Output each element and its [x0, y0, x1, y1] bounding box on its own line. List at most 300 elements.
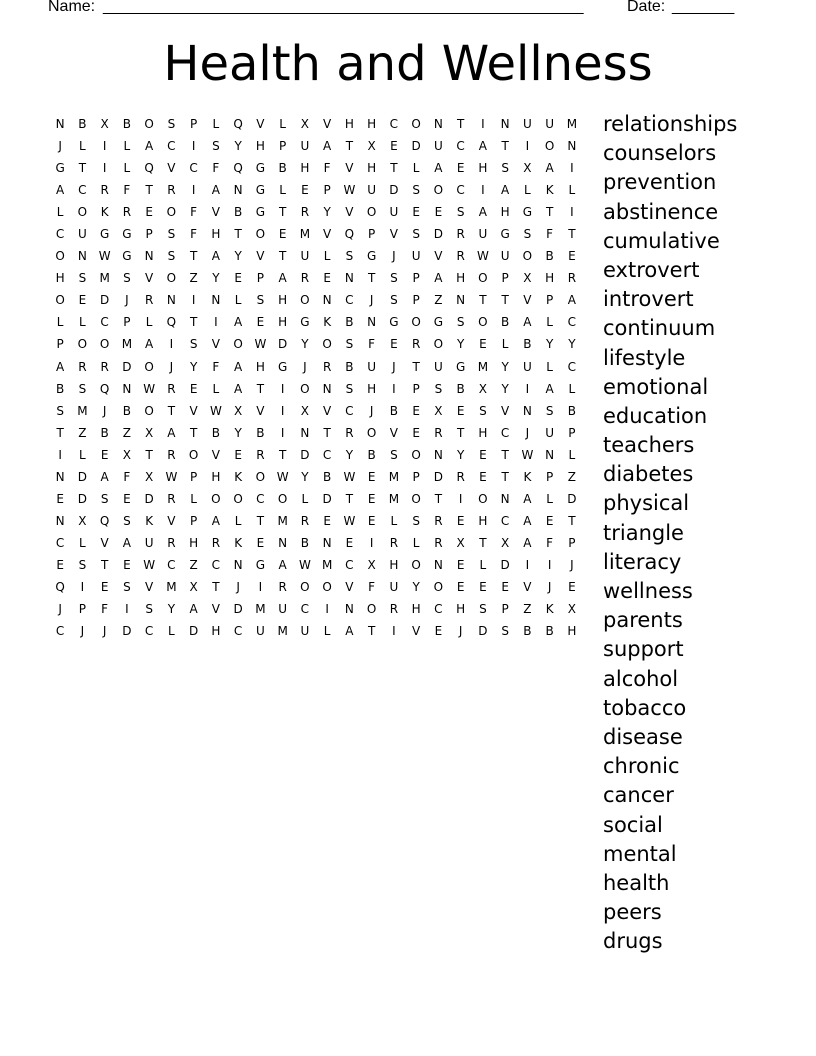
grid-cell: V	[323, 117, 332, 132]
grid-cell: P	[412, 293, 420, 308]
grid-cell: F	[190, 205, 198, 220]
grid-cell: I	[80, 580, 85, 594]
grid-cell: K	[234, 469, 243, 484]
grid-cell: O	[166, 205, 177, 220]
grid-cell: B	[345, 359, 354, 374]
word-list-item: literacy	[603, 549, 682, 574]
word-list-item: tobacco	[603, 695, 687, 720]
name-field[interactable]: ______________________________________________________	[103, 0, 584, 15]
grid-cell: H	[389, 557, 399, 572]
grid-cell: R	[122, 205, 132, 220]
grid-cell: D	[233, 602, 243, 617]
grid-cell: B	[545, 249, 554, 264]
grid-cell: B	[523, 624, 532, 639]
grid-cell: E	[367, 491, 376, 506]
grid-cell: Y	[167, 602, 176, 617]
grid-cell: E	[56, 557, 64, 572]
grid-cell: I	[125, 602, 129, 617]
grid-cell: O	[55, 293, 65, 308]
grid-cell: E	[456, 403, 465, 418]
grid-cell: G	[255, 161, 266, 176]
grid-cell: H	[211, 624, 221, 639]
grid-cell: P	[256, 271, 264, 286]
grid-cell: C	[144, 624, 154, 639]
grid-cell: X	[189, 580, 198, 594]
grid-cell: V	[256, 117, 265, 132]
grid-cell: U	[278, 602, 288, 617]
grid-cell: I	[58, 447, 62, 462]
grid-cell: A	[56, 183, 65, 198]
grid-cell: L	[279, 117, 286, 132]
grid-cell: Y	[212, 271, 220, 286]
grid-cell: J	[547, 580, 552, 594]
grid-cell: H	[500, 205, 510, 220]
grid-cell: M	[566, 117, 578, 132]
grid-cell: M	[166, 580, 177, 594]
grid-cell: C	[100, 315, 109, 330]
grid-cell: T	[501, 293, 509, 308]
grid-cell: L	[123, 139, 131, 154]
grid-cell: W	[343, 183, 356, 198]
word-list-item: drugs	[603, 929, 663, 954]
grid-cell: E	[479, 580, 487, 594]
grid-cell: E	[501, 580, 509, 594]
grid-cell: D	[411, 139, 421, 154]
grid-cell: E	[123, 491, 131, 506]
grid-cell: S	[523, 227, 532, 242]
word-list-item: health	[603, 870, 670, 895]
grid-cell: X	[145, 469, 154, 484]
grid-cell: J	[236, 580, 240, 594]
grid-cell: C	[456, 183, 465, 198]
grid-cell: Z	[523, 602, 532, 617]
grid-row	[49, 311, 583, 333]
grid-cell: E	[100, 580, 109, 594]
grid-cell: K	[523, 469, 532, 484]
word-list-item: cumulative	[603, 228, 720, 253]
grid-cell: A	[211, 513, 220, 528]
grid-cell: H	[478, 161, 488, 176]
grid-cell: E	[390, 139, 398, 154]
grid-cell: T	[367, 271, 376, 286]
word-list-item: introvert	[603, 287, 694, 312]
grid-cell: U	[545, 425, 555, 440]
word-list-item: physical	[603, 491, 690, 516]
grid-cell: C	[500, 513, 510, 528]
grid-cell: L	[546, 359, 553, 374]
grid-cell: W	[254, 337, 267, 352]
grid-cell: L	[479, 557, 487, 572]
grid-cell: O	[411, 491, 421, 506]
grid-cell: V	[501, 403, 510, 418]
grid-cell: O	[433, 580, 444, 594]
grid-cell: S	[123, 580, 131, 594]
grid-cell: I	[191, 183, 196, 198]
word-list-item: counselors	[603, 141, 717, 166]
grid-row	[49, 201, 583, 223]
grid-cell: Z	[78, 425, 87, 440]
grid-cell: E	[278, 227, 287, 242]
grid-cell: S	[56, 403, 64, 418]
grid-row	[49, 245, 583, 267]
word-list-item: lifestyle	[603, 345, 686, 370]
grid-cell: M	[255, 602, 266, 617]
grid-row	[49, 488, 583, 510]
grid-cell: O	[522, 249, 533, 264]
grid-cell: O	[99, 337, 110, 352]
grid-cell: E	[456, 557, 465, 572]
grid-cell: L	[279, 183, 286, 198]
grid-cell: N	[211, 293, 221, 308]
grid-cell: H	[189, 535, 199, 550]
grid-cell: I	[280, 425, 285, 440]
grid-cell: U	[433, 139, 443, 154]
grid-cell: S	[212, 139, 220, 154]
grid-cell: B	[300, 535, 309, 550]
grid-cell: A	[478, 205, 487, 220]
grid-cell: B	[389, 403, 398, 418]
grid-cell: E	[345, 535, 354, 550]
grid-cell: P	[568, 535, 576, 550]
grid-cell: I	[102, 139, 107, 154]
grid-cell: O	[144, 359, 154, 374]
grid-row	[49, 576, 583, 598]
grid-cell: U	[522, 117, 532, 132]
word-list-item: teachers	[603, 433, 695, 458]
grid-cell: I	[570, 205, 574, 220]
grid-cell: S	[412, 513, 420, 528]
grid-cell: I	[481, 183, 485, 198]
grid-row	[49, 598, 583, 620]
word-list-item: cancer	[603, 783, 674, 808]
grid-cell: S	[189, 337, 198, 352]
grid-cell: J	[570, 557, 574, 572]
grid-cell: O	[411, 117, 421, 132]
grid-cell: D	[189, 624, 199, 639]
grid-cell: O	[411, 557, 421, 572]
grid-cell: D	[122, 624, 132, 639]
grid-cell: A	[56, 359, 65, 374]
grid-cell: I	[258, 580, 263, 594]
grid-cell: C	[456, 139, 465, 154]
grid-cell: V	[100, 535, 109, 550]
grid-cell: U	[411, 249, 421, 264]
grid-cell: V	[389, 227, 398, 242]
grid-cell: N	[500, 491, 510, 506]
grid-cell: W	[343, 469, 356, 484]
grid-cell: L	[212, 381, 220, 396]
grid-cell: L	[323, 624, 331, 639]
grid-cell: A	[234, 315, 243, 330]
grid-cell: O	[366, 602, 377, 617]
grid-cell: O	[255, 469, 266, 484]
grid-cell: X	[300, 117, 309, 132]
grid-cell: P	[412, 469, 420, 484]
grid-cell: A	[523, 491, 532, 506]
grid-cell: U	[522, 359, 532, 374]
grid-cell: I	[191, 139, 196, 154]
grid-cell: R	[300, 205, 310, 220]
grid-row	[49, 113, 583, 135]
grid-row	[49, 400, 583, 422]
grid-cell: O	[277, 491, 288, 506]
grid-cell: I	[169, 337, 174, 352]
grid-cell: E	[234, 447, 242, 462]
grid-cell: G	[122, 227, 132, 242]
grid-cell: Y	[234, 425, 242, 440]
grid-cell: Y	[234, 249, 242, 264]
grid-cell: R	[456, 227, 465, 242]
grid-cell: X	[367, 557, 376, 572]
page-title: Health and Wellness	[163, 36, 653, 92]
grid-cell: D	[567, 491, 577, 506]
grid-cell: S	[78, 381, 87, 396]
grid-cell: J	[392, 249, 396, 264]
grid-cell: G	[255, 205, 266, 220]
name-label: Name:	[48, 0, 96, 15]
grid-cell: B	[78, 117, 87, 132]
grid-cell: A	[523, 315, 532, 330]
grid-cell: Q	[144, 161, 154, 176]
grid-cell: E	[545, 513, 554, 528]
date-field[interactable]: _______	[672, 0, 735, 15]
grid-cell: Y	[568, 337, 576, 352]
grid-cell: F	[323, 161, 331, 176]
grid-cell: O	[366, 425, 377, 440]
grid-cell: C	[345, 293, 354, 308]
grid-row	[49, 554, 583, 576]
grid-cell: O	[300, 381, 310, 396]
grid-cell: H	[211, 227, 221, 242]
grid-cell: R	[78, 359, 87, 374]
grid-cell: V	[256, 403, 265, 418]
grid-cell: R	[567, 271, 577, 286]
grid-cell: X	[145, 425, 154, 440]
grid-cell: S	[456, 205, 465, 220]
grid-cell: T	[56, 425, 64, 440]
grid-cell: A	[523, 535, 532, 550]
grid-cell: T	[234, 227, 242, 242]
grid-cell: U	[255, 624, 265, 639]
grid-cell: T	[456, 425, 465, 440]
grid-cell: H	[478, 513, 488, 528]
word-list-item: diabetes	[603, 462, 694, 487]
grid-cell: Z	[189, 557, 198, 572]
grid-cell: L	[79, 315, 86, 330]
grid-cell: E	[78, 293, 87, 308]
grid-cell: T	[212, 580, 220, 594]
grid-cell: E	[568, 249, 576, 264]
grid-cell: B	[100, 425, 109, 440]
grid-cell: Q	[233, 117, 243, 132]
grid-cell: F	[190, 227, 198, 242]
grid-cell: R	[389, 602, 399, 617]
grid-cell: B	[211, 425, 220, 440]
grid-cell: G	[389, 315, 399, 330]
grid-cell: G	[433, 315, 444, 330]
grid-cell: N	[55, 469, 65, 484]
grid-cell: U	[144, 535, 154, 550]
grid-cell: C	[256, 491, 265, 506]
grid-cell: H	[255, 139, 265, 154]
grid-cell: E	[189, 381, 198, 396]
grid-cell: O	[233, 491, 243, 506]
grid-cell: S	[145, 602, 153, 617]
grid-cell: U	[478, 227, 488, 242]
grid-cell: P	[190, 117, 198, 132]
grid-cell: X	[434, 403, 443, 418]
grid-cell: E	[367, 469, 376, 484]
grid-cell: E	[323, 513, 331, 528]
grid-cell: H	[300, 161, 310, 176]
grid-cell: A	[501, 183, 510, 198]
grid-cell: C	[345, 557, 354, 572]
grid-cell: H	[278, 315, 288, 330]
grid-cell: A	[478, 139, 487, 154]
grid-cell: G	[99, 227, 110, 242]
grid-cell: L	[123, 161, 131, 176]
grid-cell: T	[100, 557, 109, 572]
grid-cell: Y	[501, 381, 509, 396]
grid-cell: A	[122, 535, 131, 550]
grid-cell: B	[523, 337, 532, 352]
grid-cell: L	[234, 293, 242, 308]
grid-cell: T	[256, 381, 265, 396]
grid-cell: J	[102, 403, 107, 418]
grid-cell: N	[545, 447, 555, 462]
grid-cell: B	[256, 425, 265, 440]
grid-cell: G	[255, 557, 266, 572]
grid-cell: P	[145, 227, 153, 242]
grid-cell: H	[367, 117, 377, 132]
grid-cell: L	[568, 381, 576, 396]
grid-cell: U	[500, 249, 510, 264]
grid-cell: W	[521, 447, 534, 462]
grid-cell: N	[456, 293, 466, 308]
word-list-item: extrovert	[603, 257, 700, 282]
grid-cell: E	[100, 447, 109, 462]
grid-cell: H	[478, 425, 488, 440]
grid-cell: P	[546, 469, 554, 484]
grid-cell: U	[367, 183, 377, 198]
grid-cell: E	[256, 315, 265, 330]
grid-cell: A	[434, 161, 443, 176]
grid-cell: R	[300, 513, 310, 528]
grid-cell: O	[322, 337, 332, 352]
grid-cell: F	[368, 337, 376, 352]
grid-cell: A	[145, 337, 154, 352]
grid-cell: X	[501, 535, 510, 550]
grid-cell: D	[433, 469, 443, 484]
grid-cell: J	[80, 624, 85, 639]
grid-cell: L	[79, 139, 86, 154]
grid-cell: E	[256, 535, 265, 550]
grid-cell: V	[412, 624, 421, 639]
grid-cell: N	[233, 183, 243, 198]
grid-cell: D	[500, 557, 510, 572]
grid-cell: T	[167, 403, 176, 418]
grid-cell: E	[434, 205, 443, 220]
grid-cell: S	[390, 447, 398, 462]
grid-cell: W	[98, 249, 111, 264]
grid-cell: Y	[412, 580, 420, 594]
grid-cell: H	[456, 271, 466, 286]
word-list	[603, 110, 737, 956]
word-list-item: chronic	[603, 754, 680, 779]
word-list-item: triangle	[603, 520, 684, 545]
grid-cell: P	[368, 227, 376, 242]
grid-cell: T	[545, 205, 554, 220]
grid-cell: S	[78, 557, 87, 572]
grid-cell: M	[277, 624, 288, 639]
grid-cell: F	[546, 227, 554, 242]
grid-cell: E	[434, 624, 443, 639]
grid-cell: A	[234, 359, 243, 374]
grid-cell: V	[345, 205, 354, 220]
grid-cell: F	[101, 602, 109, 617]
grid-cell: C	[167, 139, 176, 154]
grid-cell: H	[55, 271, 65, 286]
grid-cell: N	[55, 117, 65, 132]
grid-cell: T	[323, 425, 331, 440]
grid-cell: S	[100, 491, 109, 506]
grid-cell: T	[189, 315, 198, 330]
grid-cell: L	[56, 315, 64, 330]
grid-cell: G	[300, 315, 310, 330]
grid-cell: C	[345, 403, 354, 418]
grid-row	[49, 333, 583, 355]
grid-cell: K	[100, 205, 109, 220]
grid-cell: A	[434, 271, 443, 286]
grid-cell: G	[277, 359, 288, 374]
grid-cell: X	[523, 161, 532, 176]
grid-cell: T	[501, 447, 509, 462]
grid-cell: L	[323, 249, 331, 264]
grid-cell: S	[167, 117, 176, 132]
grid-cell: X	[367, 139, 376, 154]
grid-cell: P	[323, 183, 331, 198]
grid-cell: R	[456, 249, 465, 264]
grid-cell: P	[412, 271, 420, 286]
grid-cell: I	[525, 381, 530, 396]
grid-cell: I	[525, 557, 530, 572]
grid-cell: D	[122, 359, 132, 374]
grid-cell: L	[568, 183, 576, 198]
grid-cell: R	[322, 359, 332, 374]
grid-row	[49, 466, 583, 488]
grid-cell: J	[369, 293, 374, 308]
grid-cell: D	[322, 491, 332, 506]
grid-cell: T	[479, 535, 487, 550]
grid-cell: Q	[233, 161, 243, 176]
grid-cell: D	[144, 491, 154, 506]
grid-cell: O	[144, 117, 154, 132]
grid-cell: L	[524, 183, 531, 198]
grid-cell: X	[234, 403, 243, 418]
grid-cell: T	[278, 205, 287, 220]
grid-cell: O	[433, 183, 444, 198]
word-list-item: peers	[603, 900, 662, 925]
grid-cell: E	[479, 469, 487, 484]
grid-cell: M	[388, 491, 400, 506]
grid-cell: D	[77, 469, 87, 484]
grid-cell: L	[234, 513, 242, 528]
grid-cell: F	[212, 161, 220, 176]
grid-cell: R	[167, 381, 176, 396]
grid-cell: S	[345, 381, 354, 396]
grid-cell: S	[479, 602, 487, 617]
grid-row	[49, 510, 583, 532]
